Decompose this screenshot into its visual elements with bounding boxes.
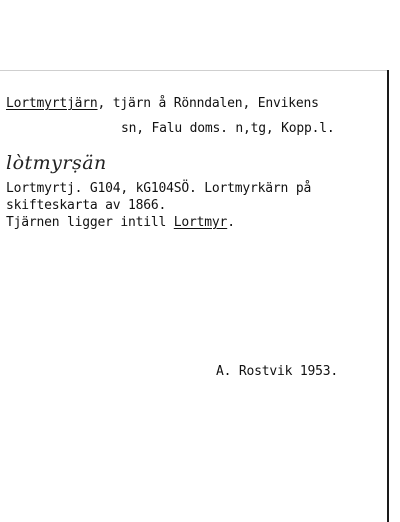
entry-line-2: sn, Falu doms. n,tg, Kopp.l. xyxy=(121,121,335,136)
entry-location: , tjärn å Rönndalen, Envikens xyxy=(97,96,319,111)
entry-line-3: Lortmyrtj. G104, kG104SÖ. Lortmyrkärn på xyxy=(6,181,312,196)
entry-line-1 xyxy=(6,96,319,111)
card-top-border xyxy=(0,70,389,71)
signature: A. Rostvik 1953. xyxy=(216,364,339,379)
headword: Lortmyrtjärn xyxy=(6,96,98,111)
entry-line-5 xyxy=(6,215,235,230)
card-right-border xyxy=(387,70,389,522)
phonetic-transcription: lòtmyrṣän xyxy=(6,152,107,174)
entry-line-5-text: Tjärnen ligger intill xyxy=(6,215,174,230)
entry-line-4: skifteskarta av 1866. xyxy=(6,198,167,213)
entry-line-5-end: . xyxy=(227,215,235,230)
cross-reference: Lortmyr xyxy=(173,215,228,230)
